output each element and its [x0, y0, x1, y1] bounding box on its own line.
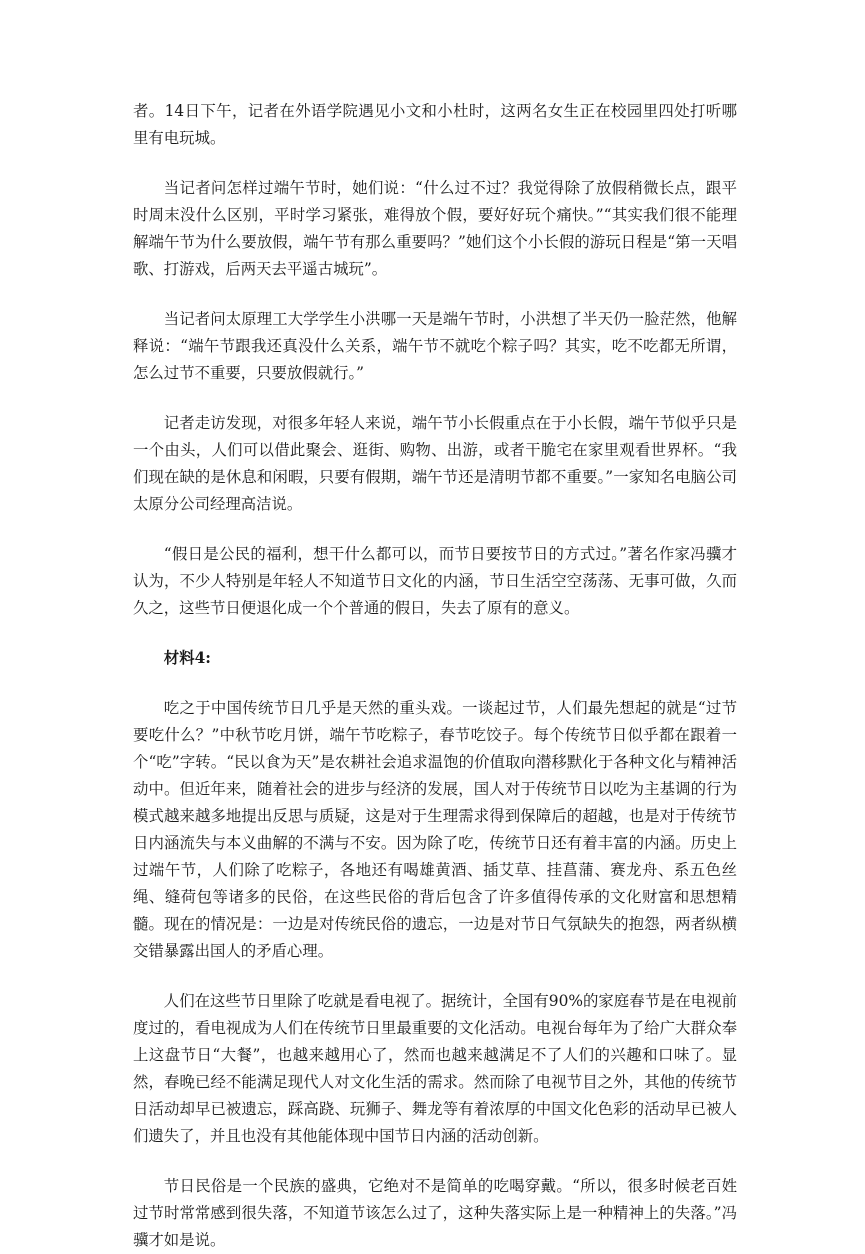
section-heading: 材料4: [163, 649, 211, 667]
paragraph: 记者走访发现，对很多年轻人来说，端午节小长假重点在于小长假，端午节似乎只是一个由头，人们可以借此聚会、逛街、购物、出游，或者干脆宅在家里观看世界杯。“我们现在缺的是休息和闲暇，只要有假期，端午节还是清明节都不重要。”一家知名电脑公司太原分公司经理高洁说。 [133, 414, 737, 513]
paragraph: 吃之于中国传统节日几乎是天然的重头戏。一谈起过节，人们最先想起的就是“过节要吃什么？”中秋节吃月饼，端午节吃粽子，春节吃饺子。每个传统节日似乎都在跟着一个“吃”字转。“民以食为天”是农耕社会追求温饱的价值取向潜移默化于各种文化与精神活动中。但近年来，随着社会的进步与经济的发展，国人对于传统节日以吃为主基调的行为模式越来越多地提出反思与质疑，这是对于生理需求得到保障后的超越，也是对于传统节日内涵流失与本义曲解的不满与不安。因为除了吃，传统节日还有着丰富的内涵。历史上过端午节，人们除了吃粽子，各地还有喝雄黄酒、插艾草、挂菖蒲、赛龙舟、系五色丝绳、缝荷包等诸多的民俗，在这些民俗的背后包含了许多值得传承的文化财富和思想精髓。现在的情况是：一边是对传统民俗的遗忘，一边是对节日气氛缺失的抱怨，两者纵横交错暴露出国人的矛盾心理。 [133, 699, 737, 960]
paragraph-continuation: 者。14日下午，记者在外语学院遇见小文和小杜时，这两名女生正在校园里四处打听哪里有电玩城。 [133, 102, 737, 147]
paragraph: 当记者问太原理工大学学生小洪哪一天是端午节时，小洪想了半天仍一脸茫然，他解释说：“端午节跟我还真没什么关系，端午节不就吃个粽子吗？其实，吃不吃都无所谓，怎么过节不重要，只要放假就行。” [133, 310, 737, 382]
paragraph: 人们在这些节日里除了吃就是看电视了。据统计，全国有90%的家庭春节是在电视前度过的，看电视成为人们在传统节日里最重要的文化活动。电视台每年为了给广大群众奉上这盘节日“大餐”，也越来越用心了，然而也越来越满足不了人们的兴趣和口味了。显然，春晚已经不能满足现代人对文化生活的需求。然而除了电视节目之外，其他的传统节日活动却早已被遗忘，踩高跷、玩狮子、舞龙等有着浓厚的中国文化色彩的活动早已被人们遗失了，并且也没有其他能体现中国节日内涵的活动创新。 [133, 992, 737, 1145]
paragraph: 节日民俗是一个民族的盛典，它绝对不是简单的吃喝穿戴。“所以，很多时候老百姓过节时常常感到很失落，不知道节该怎么过了，这种失落实际上是一种精神上的失落。”冯骥才如是说。 [133, 1177, 737, 1249]
paragraph: 当记者问怎样过端午节时，她们说：“什么过不过？我觉得除了放假稍微长点，跟平时周末没什么区别，平时学习紧张，难得放个假，要好好玩个痛快。”“其实我们很不能理解端午节为什么要放假，端午节有那么重要吗？”她们这个小长假的游玩日程是“第一天唱歌、打游戏，后两天去平遥古城玩”。 [133, 179, 737, 278]
paragraph: “假日是公民的福利，想干什么都可以，而节日要按节日的方式过。”著名作家冯骥才认为，不少人特别是年轻人不知道节日文化的内涵，节日生活空空荡荡、无事可做，久而久之，这些节日便退化成一个个普通的假日，失去了原有的意义。 [133, 545, 737, 617]
